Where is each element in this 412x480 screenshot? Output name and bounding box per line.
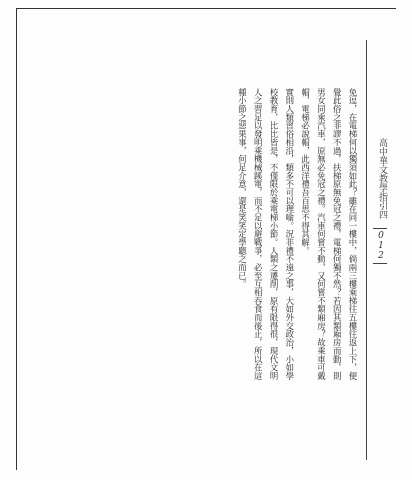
page-border-left xyxy=(16,8,17,470)
page-border-top xyxy=(16,8,396,9)
running-title: 高中華文教學指引四 xyxy=(377,138,387,219)
body-text xyxy=(104,88,360,388)
paragraph: 免逗，在電梯何以獨須如此？雖在同一樓中，倘兩三樓乘梯往五樓往返上下，便覺此俗之非謬不過，扶梯原無免冠之禮，電梯何獨不然？若因其類廂房而動，則男女同乘汽車，原無必免冠之禮。汽車何嘗不動，又何嘗不類廂房？故乘車可戴帽，電梯必說帽，此西洋禮吾百思不得其解。 xyxy=(300,88,358,380)
paragraph: 實則人類習俗相沿，類多不可以理喻。況非禮不遠之事，大如外交政治，小如學校教育，比比皆是，不僅限於乘電梯小節。人類之遷削，原有限得很，現代文明人之習足以發明乘機械蹊電，而不足以避戰爭，必至互相吞食而後止，所以在這種小節之惡果事，何足介意，還是笑笑定學聽之而已。 xyxy=(237,88,295,380)
page-number: 012 xyxy=(373,228,387,264)
margin-rule xyxy=(366,40,367,460)
